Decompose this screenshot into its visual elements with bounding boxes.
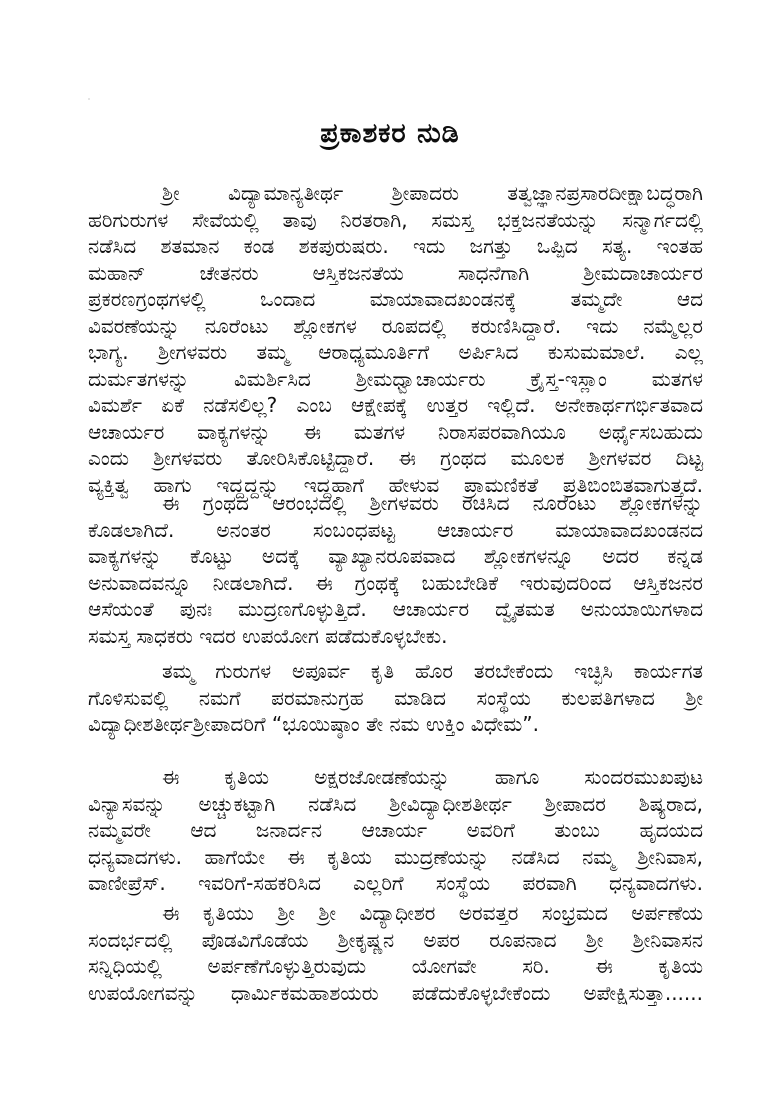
- paragraph-line: ಭಾಗ್ಯ. ಶ್ರೀಗಳವರು ತಮ್ಮ ಆರಾಧ್ಯಮೂರ್ತಿಗೆ ಅರ್ಪಿಸಿದ ಕುಸುಮಮಾಲೆ. ಎಲ್ಲ: [88, 340, 703, 364]
- paragraph-line: ಸಂದರ್ಭದಲ್ಲಿ ಪೊಡವಿಗೊಡೆಯ ಶ್ರೀಕೃಷ್ಣನ ಅಪರ ರೂಪನಾದ ಶ್ರೀ ಶ್ರೀನಿವಾಸನ: [88, 927, 703, 952]
- paragraph-line: ಮಹಾನ್ ಚೇತನರು ಆಸ್ತಿಕಜನತೆಯ ಸಾಧನೆಗಾಗಿ ಶ್ರೀಮದಾಚಾರ್ಯರ: [88, 260, 703, 285]
- paragraph-line: ಪ್ರಕರಣಗ್ರಂಥಗಳಲ್ಲಿ ಒಂದಾದ ಮಾಯಾವಾದಖಂಡನಕ್ಕೆ ತಮ್ಮದೇ ಆದ: [88, 287, 703, 311]
- paragraph-line: ತಮ್ಮ ಗುರುಗಳ ಅಪೂರ್ವ ಕೃತಿ ಹೊರ ತರಬೇಕೆಂದು ಇಚ್ಛಿಸಿ ಕಾರ್ಯಗತ: [162, 659, 703, 683]
- paragraph-line: ವಿದ್ಯಾಧೀಶತೀರ್ಥಶ್ರೀಪಾದರಿಗೆ “ಭೂಯಿಷ್ಠಾಂ ತೇ ನಮ ಉಕ್ತಿಂ ವಿಧೇಮ”.: [88, 712, 539, 736]
- paragraph-line: ವ್ಯಕ್ತಿತ್ವ ಹಾಗು ಇದ್ದದ್ದನ್ನು ಇದ್ದಹಾಗೆ ಹೇಳುವ ಪ್ರಾಮಣಿಕತೆ ಪ್ರತಿಬಿಂಬಿತವಾಗುತ್ತದೆ.: [88, 472, 703, 497]
- scan-speck: [88, 98, 90, 100]
- paragraph-line: ಸಮಸ್ತ ಸಾಧಕರು ಇದರ ಉಪಯೋಗ ಪಡೆದುಕೊಳ್ಳಬೇಕು.: [88, 623, 448, 648]
- paragraph-line: ಈ ಕೃತಿಯ ಅಕ್ಷರಜೋಡಣೆಯನ್ನು ಹಾಗೂ ಸುಂದರಮುಖಪುಟ: [162, 765, 703, 789]
- paragraph-line: ಆಚಾರ್ಯರ ವಾಕ್ಯಗಳನ್ನು ಈ ಮತಗಳ ನಿರಾಸಪರವಾಗಿಯೂ ಅರ್ಥೈಸಬಹುದು: [88, 419, 703, 444]
- paragraph-line: ವಾಣೀಪ್ರೆಸ್. ಇವರಿಗೆ-ಸಹಕರಿಸಿದ ಎಲ್ಲರಿಗೆ ಸಂಸ್ಥೆಯ ಪರವಾಗಿ ಧನ್ಯವಾದಗಳು.: [88, 871, 703, 895]
- paragraph-line: ಕೊಡಲಾಗಿದೆ. ಅನಂತರ ಸಂಬಂಧಪಟ್ಟ ಆಚಾರ್ಯರ ಮಾಯಾವಾದಖಂಡನದ: [88, 517, 703, 542]
- paragraph-line: ಈ ಗ್ರಂಥದ ಆರಂಭದಲ್ಲಿ ಶ್ರೀಗಳವರು ರಚಿಸಿದ ನೂರೆಂಟು ಶ್ಲೋಕಗಳನ್ನು: [162, 491, 703, 515]
- paragraph-line: ಗೊಳಿಸುವಲ್ಲಿ ನಮಗೆ ಪರಮಾನುಗ್ರಹ ಮಾಡಿದ ಸಂಸ್ಥೆಯ ಕುಲಪತಿಗಳಾದ ಶ್ರೀ: [88, 685, 703, 710]
- paragraph-line: ಈ ಕೃತಿಯು ಶ್ರೀ ಶ್ರೀ ವಿದ್ಯಾಧೀಶರ ಅರವತ್ತರ ಸಂಭ್ರಮದ ಅರ್ಪಣೆಯ: [162, 901, 703, 925]
- paragraph-line: ಶ್ರೀ ವಿದ್ಯಾಮಾನ್ಯತೀರ್ಥ ಶ್ರೀಪಾದರು ತತ್ವಜ್ಞಾನಪ್ರಸಾರದೀಕ್ಷಾಬದ್ಧರಾಗಿ: [162, 181, 703, 205]
- paragraph-line: ವಿಮರ್ಶೆ ಏಕೆ ನಡೆಸಲಿಲ್ಲ? ಎಂಬ ಆಕ್ಷೇಪಕ್ಕೆ ಉತ್ತರ ಇಲ್ಲಿದೆ. ಅನೇಕಾರ್ಥಗರ್ಭಿತವಾದ: [88, 393, 703, 417]
- page-title: ಪ್ರಕಾಶಕರ ನುಡಿ: [320, 118, 460, 149]
- paragraph-line: ಆಸೆಯಂತೆ ಪುನಃ ಮುದ್ರಣಗೊಳ್ಳುತ್ತಿದೆ. ಆಚಾರ್ಯರ ದ್ವೈತಮತ ಅನುಯಾಯಿಗಳಾದ: [88, 597, 703, 621]
- paragraph-5: [88, 900, 703, 1006]
- paragraph-line: ಎಂದು ಶ್ರೀಗಳವರು ತೋರಿಸಿಕೊಟ್ಟಿದ್ದಾರೆ. ಈ ಗ್ರಂಥದ ಮೂಲಕ ಶ್ರೀಗಳವರ ದಿಟ್ಟ: [88, 446, 703, 470]
- paragraph-line: ಅನುವಾದವನ್ನೂ ನೀಡಲಾಗಿದೆ. ಈ ಗ್ರಂಥಕ್ಕೆ ಬಹುಬೇಡಿಕೆ ಇರುವುದರಿಂದ ಆಸ್ತಿಕಜನರ: [88, 570, 703, 595]
- paragraph-line: ಉಪಯೋಗವನ್ನು ಧಾರ್ಮಿಕಮಹಾಶಯರು ಪಡೆದುಕೊಳ್ಳಬೇಕೆಂದು ಅಪೇಕ್ಷಿಸುತ್ತಾ......: [88, 980, 703, 1005]
- paragraph-line: ವಿನ್ಯಾಸವನ್ನು ಅಚ್ಚುಕಟ್ಟಾಗಿ ನಡೆಸಿದ ಶ್ರೀವಿದ್ಯಾಧೀಶತೀರ್ಥ ಶ್ರೀಪಾದರ ಶಿಷ್ಯರಾದ,: [88, 791, 703, 816]
- paragraph-line: ವಾಕ್ಯಗಳನ್ನು ಕೊಟ್ಟು ಅದಕ್ಕೆ ವ್ಯಾಖ್ಯಾನರೂಪವಾದ ಶ್ಲೋಕಗಳನ್ನೂ ಅದರ ಕನ್ನಡ: [88, 544, 703, 568]
- paragraph-line: ವಿವರಣೆಯನ್ನು ನೂರೆಂಟು ಶ್ಲೋಕಗಳ ರೂಪದಲ್ಲಿ ಕರುಣಿಸಿದ್ದಾರೆ. ಇದು ನಮ್ಮೆಲ್ಲರ: [88, 313, 703, 338]
- paragraph-line: ನಡೆಸಿದ ಶತಮಾನ ಕಂಡ ಶಕಪುರುಷರು. ಇದು ಜಗತ್ತು ಒಪ್ಪಿದ ಸತ್ಯ. ಇಂತಹ: [88, 234, 703, 258]
- paragraph-line: ಸನ್ನಿಧಿಯಲ್ಲಿ ಅರ್ಪಣೆಗೊಳ್ಳುತ್ತಿರುವುದು ಯೋಗವೇ ಸರಿ. ಈ ಕೃತಿಯ: [88, 954, 703, 978]
- paragraph-line: ನಮ್ಮವರೇ ಆದ ಜನಾರ್ದನ ಆಚಾರ್ಯ ಅವರಿಗೆ ತುಂಬು ಹೃದಯದ: [88, 818, 703, 842]
- paragraph-4: [88, 764, 703, 897]
- paragraph-2: [88, 490, 703, 649]
- paragraph-line: ಹರಿಗುರುಗಳ ಸೇವೆಯಲ್ಲಿ ತಾವು ನಿರತರಾಗಿ, ಸಮಸ್ತ ಭಕ್ತಜನತೆಯನ್ನು ಸನ್ಮಾರ್ಗದಲ್ಲಿ: [88, 207, 703, 232]
- paragraph-line: ದುರ್ಮತಗಳನ್ನು ವಿಮರ್ಶಿಸಿದ ಶ್ರೀಮಧ್ವಾಚಾರ್ಯರು ಕ್ರೈಸ್ತ-ಇಸ್ಲಾಂ ಮತಗಳ: [88, 366, 703, 391]
- paragraph-line: ಧನ್ಯವಾದಗಳು. ಹಾಗೆಯೇ ಈ ಕೃತಿಯ ಮುದ್ರಣೆಯನ್ನು ನಡೆಸಿದ ನಮ್ಮ ಶ್ರೀನಿವಾಸ,: [88, 844, 703, 869]
- paragraph-3: [88, 658, 703, 738]
- paragraph-1: [88, 180, 703, 498]
